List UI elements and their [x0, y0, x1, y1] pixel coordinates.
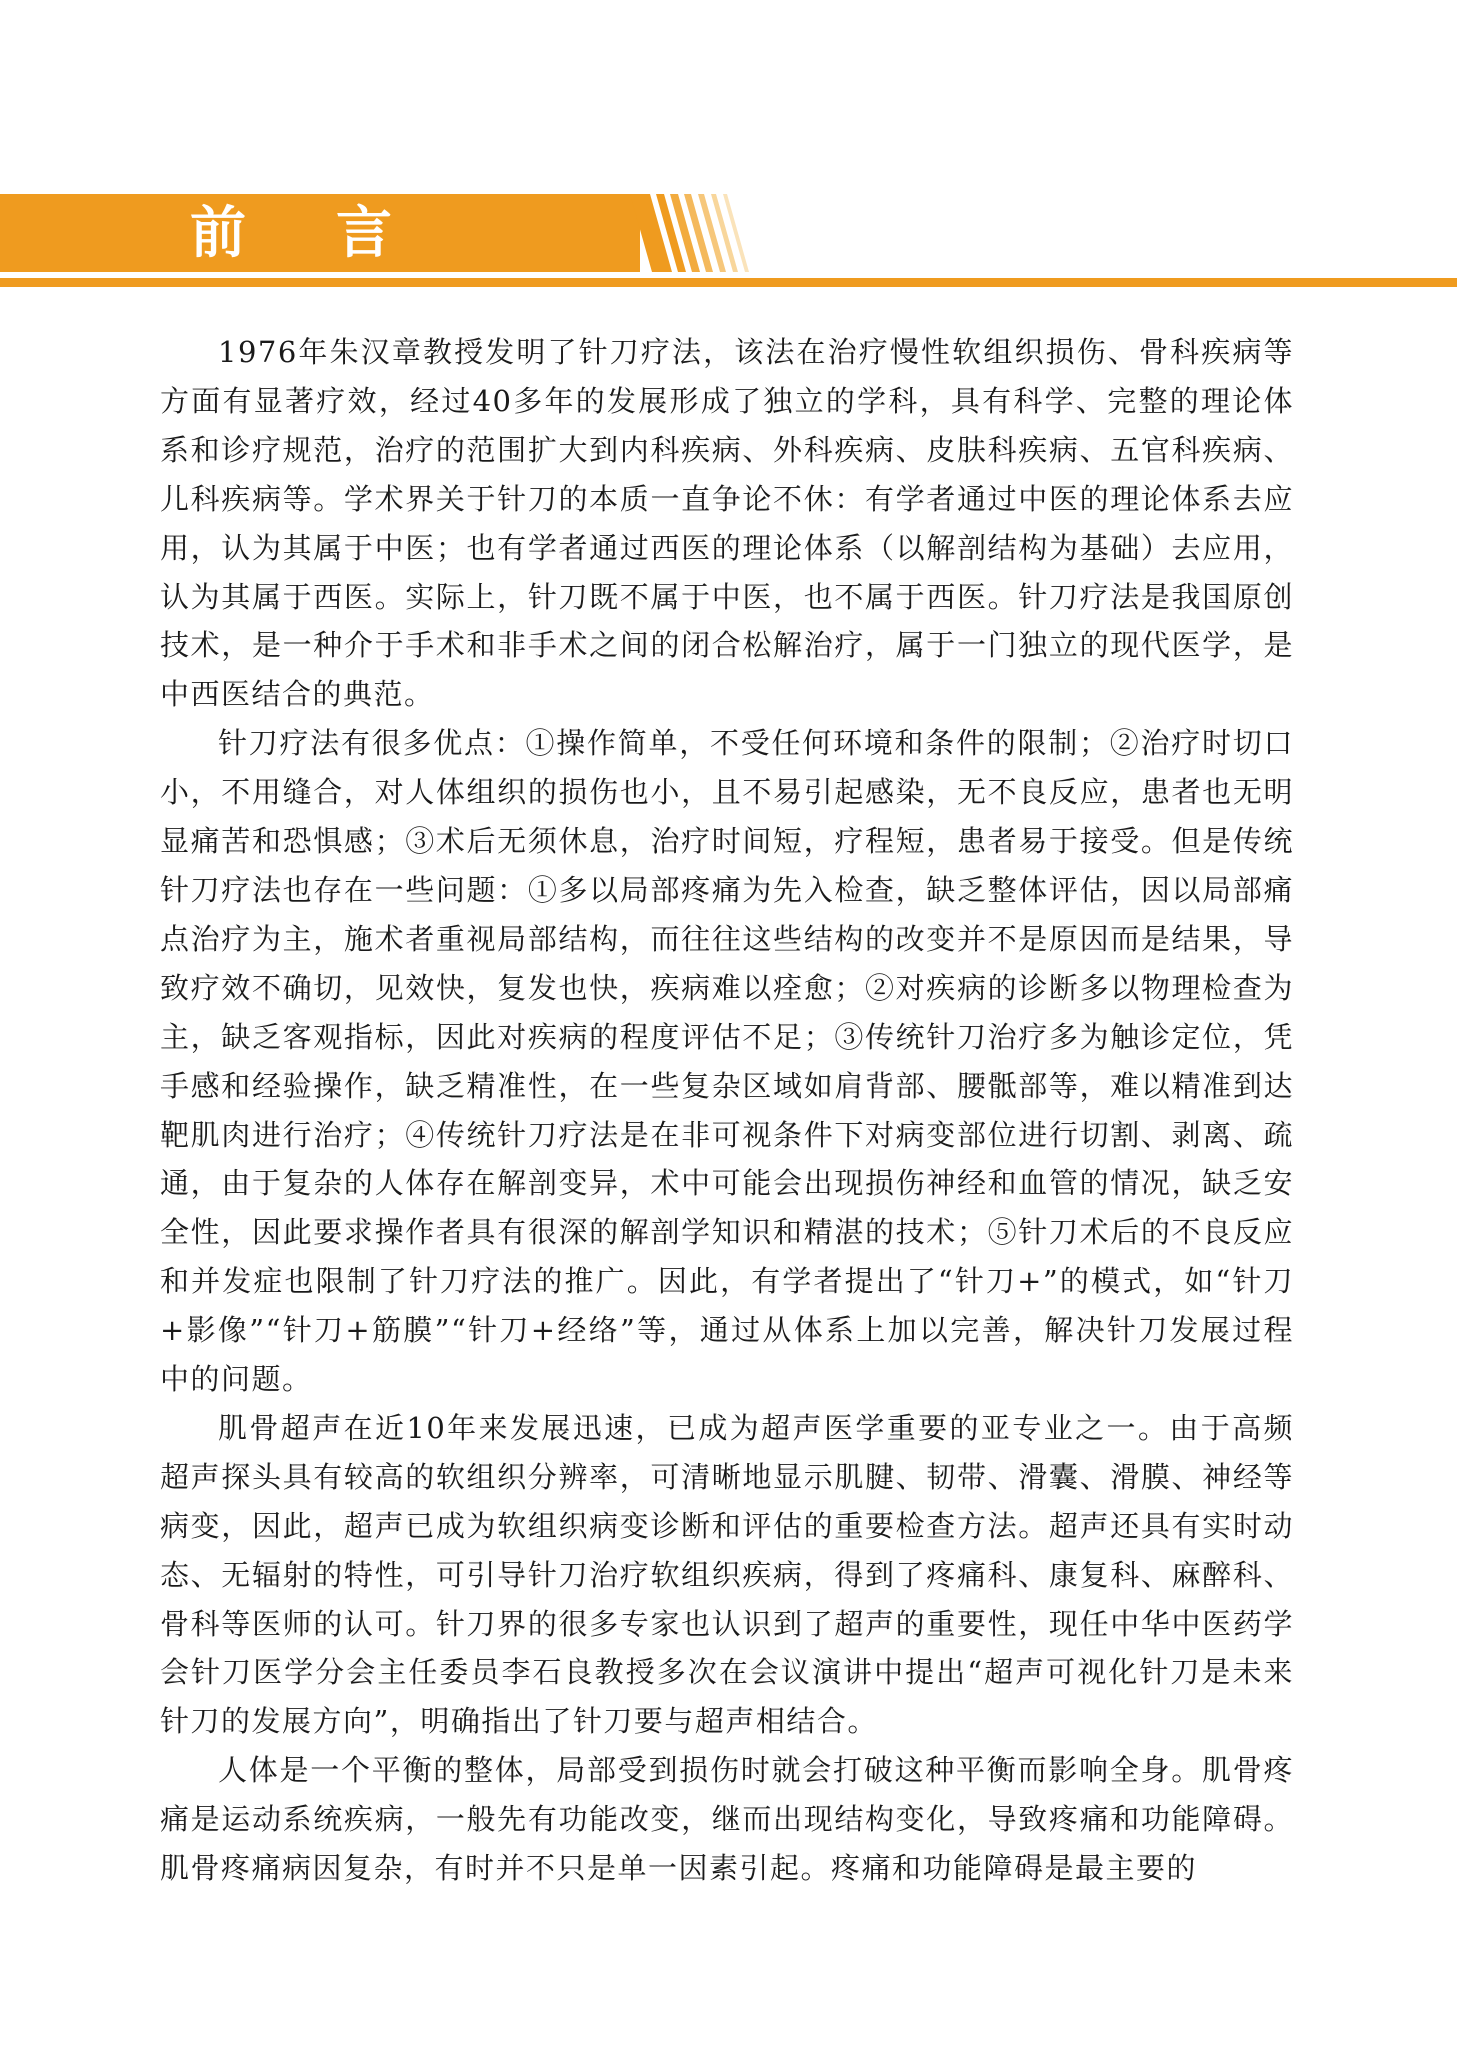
paragraph-1: 1976年朱汉章教授发明了针刀疗法，该法在治疗慢性软组织损伤、骨科疾病等方面有显著疗效，经过40多年的发展形成了独立的学科，具有科学、完整的理论体系和诊疗规范，治疗的范围扩大到内科疾病、外科疾病、皮肤科疾病、五官科疾病、儿科疾病等。学术界关于针刀的本质一直争论不休：有学者通过中医的理论体系去应用，认为其属于中医；也有学者通过西医的理论体系（以解剖结构为基础）去应用，认为其属于西医。实际上，针刀既不属于中医，也不属于西医。针刀疗法是我国原创技术，是一种介于手术和非手术之间的闭合松解治疗，属于一门独立的现代医学，是中西医结合的典范。	[160, 335, 1294, 712]
header-stripes-decoration	[630, 194, 780, 272]
paragraph-4: 人体是一个平衡的整体，局部受到损伤时就会打破这种平衡而影响全身。肌骨疼痛是运动系统疾病，一般先有功能改变，继而出现结构变化，导致疼痛和功能障碍。肌骨疼痛病因复杂，有时并不只是单一因素引起。疼痛和功能障碍是最主要的	[160, 1753, 1294, 1886]
body-text	[160, 328, 1294, 1893]
paragraph-3: 肌骨超声在近10年来发展迅速，已成为超声医学重要的亚专业之一。由于高频超声探头具有较高的软组织分辨率，可清晰地显示肌腱、韧带、滑囊、滑膜、神经等病变，因此，超声已成为软组织病变诊断和评估的重要检查方法。超声还具有实时动态、无辐射的特性，可引导针刀治疗软组织疾病，得到了疼痛科、康复科、麻醉科、骨科等医师的认可。针刀界的很多专家也认识到了超声的重要性，现任中华中医药学会针刀医学分会主任委员李石良教授多次在会议演讲中提出“超声可视化针刀是未来针刀的发展方向”，明确指出了针刀要与超声相结合。	[160, 1410, 1294, 1739]
chapter-header	[0, 194, 1457, 294]
page-title: 前言	[190, 200, 482, 266]
paragraph-2: 针刀疗法有很多优点：①操作简单，不受任何环境和条件的限制；②治疗时切口小，不用缝合，对人体组织的损伤也小，且不易引起感染，无不良反应，患者也无明显痛苦和恐惧感；③术后无须休息，治疗时间短，疗程短，患者易于接受。但是传统针刀疗法也存在一些问题：①多以局部疼痛为先入检查，缺乏整体评估，因以局部痛点治疗为主，施术者重视局部结构，而往往这些结构的改变并不是原因而是结果，导致疗效不确切，见效快，复发也快，疾病难以痊愈；②对疾病的诊断多以物理检查为主，缺乏客观指标，因此对疾病的程度评估不足；③传统针刀治疗多为触诊定位，凭手感和经验操作，缺乏精准性，在一些复杂区域如肩背部、腰骶部等，难以精准到达靶肌肉进行治疗；④传统针刀疗法是在非可视条件下对病变部位进行切割、剥离、疏通，由于复杂的人体存在解剖变异，术中可能会出现损伤神经和血管的情况，缺乏安全性，因此要求操作者具有很深的解剖学知识和精湛的技术；⑤针刀术后的不良反应和并发症也限制了针刀疗法的推广。因此，有学者提出了“针刀+”的模式，如“针刀+影像”“针刀+筋膜”“针刀+经络”等，通过从体系上加以完善，解决针刀发展过程中的问题。	[160, 726, 1294, 1397]
header-rule	[0, 278, 1457, 287]
